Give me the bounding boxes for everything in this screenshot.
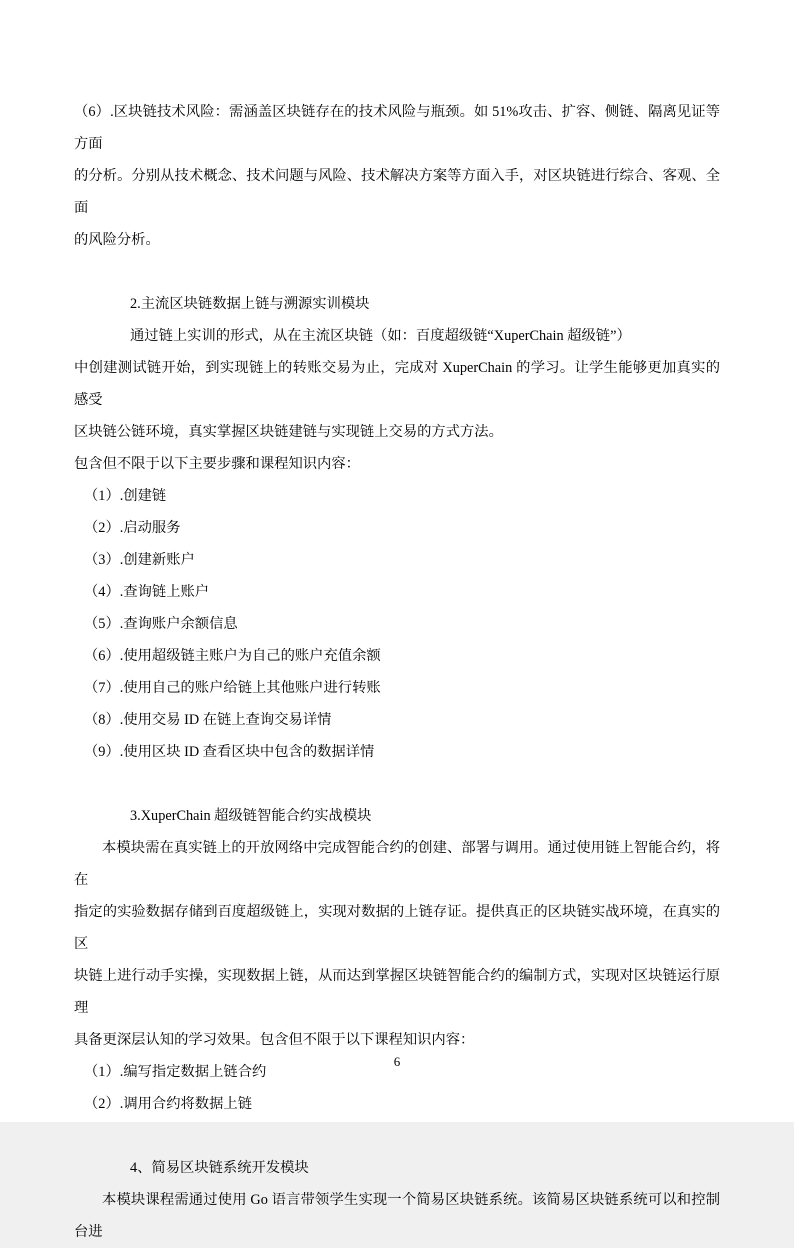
paragraph: 区块链公链环境，真实掌握区块链建链与实现链上交易的方式方法。 bbox=[74, 424, 503, 440]
paragraph: 中创建测试链开始，到实现链上的转账交易为止，完成对 XuperChain 的学习。让学生能够更加真实的感受 bbox=[74, 360, 720, 408]
paragraph: （8）.使用交易 ID 在链上查询交易详情 bbox=[84, 712, 332, 728]
paragraph: （9）.使用区块 ID 查看区块中包含的数据详情 bbox=[84, 744, 375, 760]
paragraph: 指定的实验数据存储到百度超级链上，实现对数据的上链存证。提供真正的区块链实战环境，在真实的区 bbox=[74, 904, 720, 952]
paragraph: （1）.创建链 bbox=[84, 488, 167, 504]
paragraph: （5）.查询账户余额信息 bbox=[84, 616, 238, 632]
paragraph: 的风险分析。 bbox=[74, 232, 160, 248]
paragraph: （2）.调用合约将数据上链 bbox=[84, 1096, 252, 1112]
paragraph: （6）.区块链技术风险：需涵盖区块链存在的技术风险与瓶颈。如 51%攻击、扩容、侧链、隔离见证等方面 bbox=[74, 104, 720, 152]
paragraph: （2）.启动服务 bbox=[84, 520, 181, 536]
paragraph: 3.XuperChain 超级链智能合约实战模块 bbox=[130, 808, 372, 824]
paragraph: 的分析。分别从技术概念、技术问题与风险、技术解决方案等方面入手，对区块链进行综合、客观、全面 bbox=[74, 168, 720, 216]
spacer bbox=[74, 768, 720, 800]
spacer bbox=[74, 1120, 720, 1152]
paragraph: （4）.查询链上账户 bbox=[84, 584, 210, 600]
paragraph: 本模块需在真实链上的开放网络中完成智能合约的创建、部署与调用。通过使用链上智能合约，将在 bbox=[74, 840, 720, 888]
paragraph: 包含但不限于以下主要步骤和课程知识内容： bbox=[74, 456, 360, 472]
paragraph: 块链上进行动手实操，实现数据上链，从而达到掌握区块链智能合约的编制方式，实现对区块链运行原理 bbox=[74, 968, 720, 1016]
paragraph: 4、简易区块链系统开发模块 bbox=[130, 1160, 309, 1176]
paragraph: （6）.使用超级链主账户为自己的账户充值余额 bbox=[84, 648, 381, 664]
paragraph: （7）.使用自己的账户给链上其他账户进行转账 bbox=[84, 680, 381, 696]
page-number: 6 bbox=[393, 1054, 401, 1069]
paragraph: （3）.创建新账户 bbox=[84, 552, 195, 568]
paragraph: 具备更深层认知的学习效果。包含但不限于以下课程知识内容： bbox=[74, 1032, 475, 1048]
document-body bbox=[74, 96, 720, 1248]
paragraph: 2.主流区块链数据上链与溯源实训模块 bbox=[130, 296, 370, 312]
paragraph: （1）.编写指定数据上链合约 bbox=[84, 1064, 267, 1080]
paragraph: 本模块课程需通过使用 Go 语言带领学生实现一个简易区块链系统。该简易区块链系统可以和控制台进 bbox=[74, 1192, 720, 1240]
spacer bbox=[74, 256, 720, 288]
paragraph: 通过链上实训的形式，从在主流区块链（如：百度超级链“XuperChain 超级链”） bbox=[130, 328, 631, 344]
